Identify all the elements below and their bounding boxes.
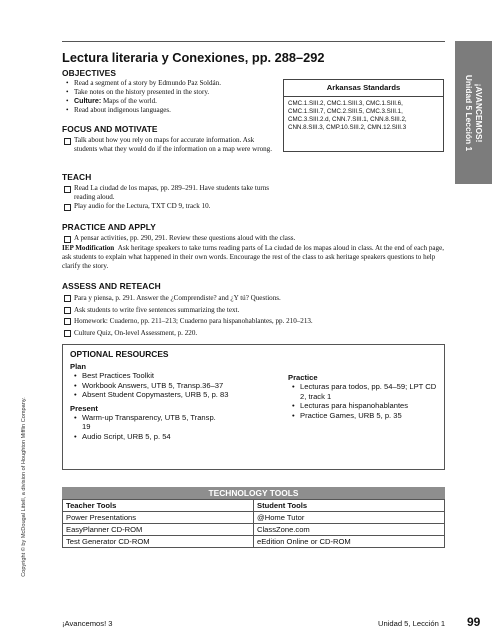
optional-left-column [70,362,260,441]
teach-heading: TEACH [62,172,92,182]
table-cell: Test Generator CD-ROM [63,536,254,548]
practice-list [62,234,445,243]
table-header-row [63,500,445,512]
focus-section [62,124,274,154]
objective-item: • Read about indigenous languages. [62,106,277,115]
objectives-section [62,68,277,115]
present-list [70,413,260,441]
teach-item: Play audio for the Lectura, TXT CD 9, track 10. [62,202,282,211]
practice-tools-item: • Lecturas para todos, pp. 54–59; LPT CD 2, track 1 [288,382,438,401]
assess-section [62,281,445,339]
assess-item: Homework: Cuaderno, pp. 211–213; Cuaderno para hispanohablantes, pp. 210–213. [62,316,445,328]
table-row [63,524,445,536]
iep-paragraph [62,244,445,271]
plan-item: • Best Practices Toolkit [70,371,260,380]
objective-item: • Take notes on the history presented in the story. [62,88,277,97]
plan-item: • Workbook Answers, UTB 5, Transp.36–37 [70,381,260,390]
student-tools-header: Student Tools [254,500,445,512]
table-cell: eEdition Online or CD-ROM [254,536,445,548]
practice-item: A pensar activities, pp. 290, 291. Review these questions aloud with the class. [62,234,445,243]
optional-resources-box [62,344,445,470]
table-cell: @Home Tutor [254,512,445,524]
standards-box [283,79,444,152]
focus-item: Talk about how you rely on maps for accurate information. Ask students what they would do if the information on a map were wrong. [62,136,274,154]
plan-heading: Plan [70,362,87,371]
unit-side-tab [455,41,492,184]
practice-tools-list [288,382,438,420]
objective-item-text: Maps of the world. [101,97,157,105]
objective-item: • Read a segment of a story by Edmundo Paz Soldán. [62,79,277,88]
assess-heading: ASSESS AND RETEACH [62,281,161,291]
side-tab-line1: ¡AVANCEMOS! [473,83,484,142]
practice-tools-item: • Lecturas para hispanohablantes [288,401,438,410]
optional-right-column [288,373,438,420]
focus-list [62,136,274,154]
focus-heading: FOCUS AND MOTIVATE [62,124,158,134]
teach-section [62,172,282,211]
plan-list [70,371,260,399]
copyright-notice: Copyright © by McDougal Littell, a division of Houghton Mifflin Company. [21,397,27,577]
iep-label: IEP Modification [62,244,115,252]
table-row [63,536,445,548]
iep-text: Ask heritage speakers to take turns reading parts of La ciudad de los mapas aloud in class. At the end of each page, ask students to explain what happened in their own words. Encourage the rest of the class to ask heritage speakers questions to help clarify the story. [62,244,444,270]
standards-text: CMC.1.SIII.2, CMC.1.SIII.3, CMC.1.SIII.6, CMC.1.SIII.7, CMC.2.SIII.5, CMC.3.SIII.1, CMC.3.SIII.2.d, CNN.7.SIII.1, CNN.8.SIII.2, CNN.8.SIII.3, CMP.10.SIII.2, CMN.12.SIII.3 [288,100,407,131]
culture-label: Culture: [74,97,102,105]
assess-item: Para y piensa, p. 291. Answer the ¿Comprendiste? and ¿Y tú? Questions. [62,293,445,305]
side-tab-text [464,74,484,150]
table-cell: Power Presentations [63,512,254,524]
present-item: • Audio Script, URB 5, p. 54 [70,432,260,441]
top-rule [62,41,445,42]
page-number: 99 [467,615,481,629]
technology-tools-table [62,499,445,548]
table-row [63,512,445,524]
table-cell: ClassZone.com [254,524,445,536]
plan-item: • Absent Student Copymasters, URB 5, p. 83 [70,390,240,399]
optional-heading: OPTIONAL RESOURCES [70,349,169,359]
side-tab-line2: Unidad 5 Lección 1 [463,74,474,151]
teach-list [62,184,282,211]
page-title: Lectura literaria y Conexiones, pp. 288–292 [62,50,325,65]
practice-tools-item: • Practice Games, URB 5, p. 35 [288,411,438,420]
teacher-tools-header: Teacher Tools [63,500,254,512]
objective-item [62,97,277,106]
present-heading: Present [70,403,98,413]
technology-tools-heading: TECHNOLOGY TOOLS [62,487,445,499]
assess-item: Culture Quiz, On-level Assessment, p. 220. [62,328,445,340]
teach-item: Read La ciudad de los mapas, pp. 289–291. Have students take turns reading aloud. [62,184,282,202]
objectives-heading: OBJECTIVES [62,68,117,78]
assess-list [62,293,445,339]
practice-tools-heading: Practice [288,373,318,382]
practice-section [62,222,445,271]
standards-heading: Arkansas Standards [284,80,443,97]
practice-heading: PRACTICE AND APPLY [62,222,156,232]
table-cell: EasyPlanner CD-ROM [63,524,254,536]
footer-book-title: ¡Avancemos! 3 [62,619,113,628]
present-item: • Warm-up Transparency, UTB 5, Transp. 19 [70,413,220,432]
footer-unit-lesson: Unidad 5, Lección 1 [378,619,446,628]
assess-item: Ask students to write five sentences summarizing the text. [62,305,445,317]
objectives-list [62,79,277,115]
